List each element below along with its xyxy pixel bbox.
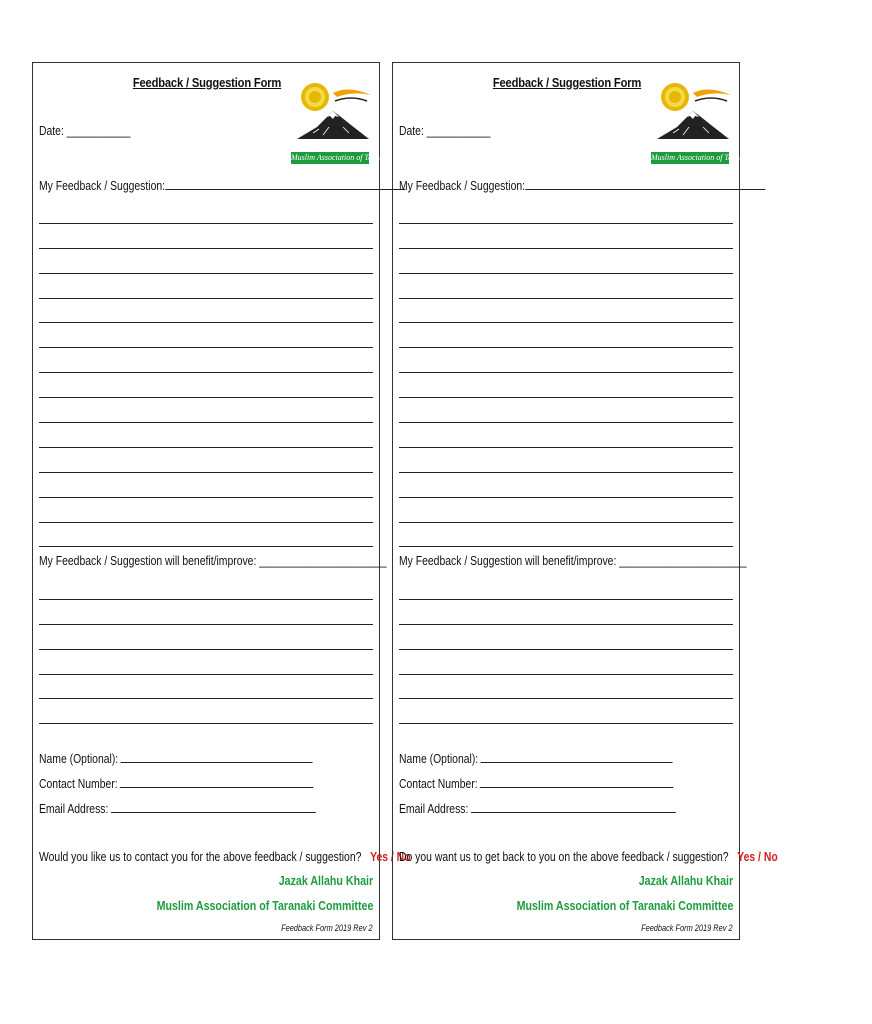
feedback-lines[interactable] [399, 199, 733, 547]
mountain-icon [657, 111, 729, 139]
yes-no-option[interactable]: Yes / No [737, 849, 778, 864]
writing-line[interactable] [399, 299, 733, 324]
writing-line[interactable] [39, 600, 373, 625]
writing-line[interactable] [399, 650, 733, 675]
writing-line[interactable] [39, 498, 373, 523]
logo-seal-icon [301, 83, 329, 111]
writing-line[interactable] [399, 348, 733, 373]
writing-line[interactable] [39, 523, 373, 548]
contact-question: Do you want us to get back to you on the above feedback / suggestion? Yes / No [399, 849, 778, 864]
writing-line[interactable] [399, 224, 733, 249]
writing-line[interactable] [399, 423, 733, 448]
greeting: Jazak Allahu Khair [278, 873, 373, 888]
writing-line[interactable] [399, 373, 733, 398]
writing-line[interactable] [399, 448, 733, 473]
writing-line[interactable] [399, 625, 733, 650]
writing-line[interactable] [399, 575, 733, 600]
writing-line[interactable] [399, 523, 733, 548]
writing-line[interactable] [399, 498, 733, 523]
form-title: Feedback / Suggestion Form [492, 75, 642, 90]
form-version-footer: Feedback Form 2019 Rev 2 [281, 923, 373, 933]
writing-line[interactable] [399, 199, 733, 224]
writing-line[interactable] [39, 323, 373, 348]
feedback-label: My Feedback / Suggestion: [399, 178, 857, 193]
writing-line[interactable] [39, 274, 373, 299]
contact-number-field[interactable]: Contact Number: [399, 776, 742, 791]
benefit-lines[interactable] [399, 575, 733, 724]
writing-line[interactable] [39, 699, 373, 724]
writing-line[interactable] [399, 323, 733, 348]
committee-signature: Muslim Association of Taranaki Committee [516, 898, 733, 913]
writing-line[interactable] [39, 348, 373, 373]
name-field[interactable]: Name (Optional): [39, 751, 381, 766]
writing-line[interactable] [39, 398, 373, 423]
writing-line[interactable] [39, 249, 373, 274]
writing-line[interactable] [39, 423, 373, 448]
date-field[interactable]: Date: ___________ [39, 123, 131, 138]
yes-no-option[interactable]: Yes / No [370, 849, 411, 864]
form-title: Feedback / Suggestion Form [132, 75, 282, 90]
writing-line[interactable] [39, 224, 373, 249]
feedback-form-left [32, 62, 411, 940]
writing-line[interactable] [39, 199, 373, 224]
organization-banner: Muslim Association of Taranaki [651, 153, 754, 162]
logo-seal-icon [661, 83, 689, 111]
writing-line[interactable] [399, 699, 733, 724]
form-version-footer: Feedback Form 2019 Rev 2 [641, 923, 733, 933]
writing-line[interactable] [399, 600, 733, 625]
writing-line[interactable] [39, 575, 373, 600]
contact-number-field[interactable]: Contact Number: [39, 776, 382, 791]
benefit-label[interactable]: My Feedback / Suggestion will benefit/improve: ______________________ [39, 553, 387, 568]
benefit-label[interactable]: My Feedback / Suggestion will benefit/improve: ______________________ [399, 553, 747, 568]
name-field[interactable]: Name (Optional): [399, 751, 741, 766]
writing-line[interactable] [399, 249, 733, 274]
feedback-label: My Feedback / Suggestion: [39, 178, 497, 193]
contact-question: Would you like us to contact you for the above feedback / suggestion? Yes / No [39, 849, 411, 864]
writing-line[interactable] [39, 473, 373, 498]
committee-signature: Muslim Association of Taranaki Committee [156, 898, 373, 913]
greeting: Jazak Allahu Khair [638, 873, 733, 888]
writing-line[interactable] [39, 625, 373, 650]
feedback-lines[interactable] [39, 199, 373, 547]
writing-line[interactable] [399, 473, 733, 498]
writing-line[interactable] [399, 274, 733, 299]
writing-line[interactable] [39, 448, 373, 473]
feedback-form-right [392, 62, 778, 940]
writing-line[interactable] [399, 675, 733, 700]
benefit-lines[interactable] [39, 575, 373, 724]
writing-line[interactable] [39, 299, 373, 324]
writing-line[interactable] [39, 675, 373, 700]
mountain-icon [297, 111, 369, 139]
email-field[interactable]: Email Address: [39, 801, 385, 816]
email-field[interactable]: Email Address: [399, 801, 745, 816]
date-field[interactable]: Date: ___________ [399, 123, 491, 138]
organization-banner: Muslim Association of Taranaki [291, 153, 394, 162]
writing-line[interactable] [399, 398, 733, 423]
writing-line[interactable] [39, 373, 373, 398]
writing-line[interactable] [39, 650, 373, 675]
